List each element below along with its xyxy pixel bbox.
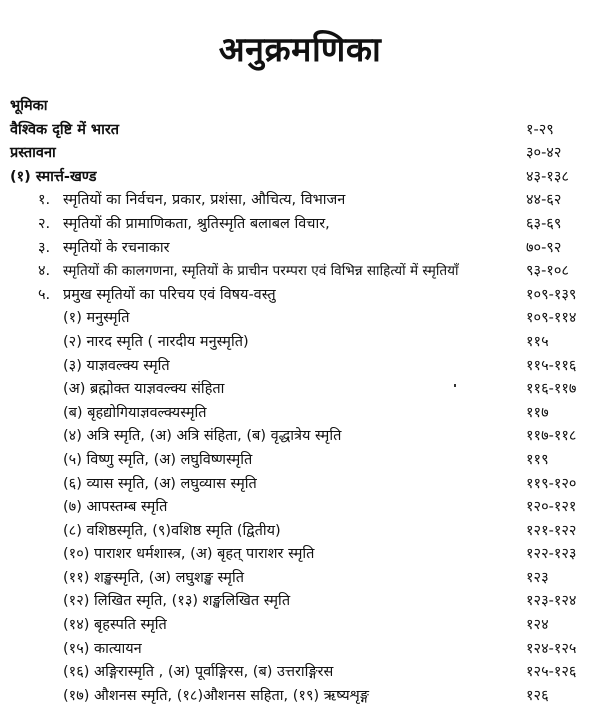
toc-entry-pages: १२५-१२६ (526, 664, 577, 681)
toc-subentry[interactable] (0, 638, 600, 662)
page-title: अनुक्रमणिका (218, 30, 382, 70)
toc-entry-pages: ११७ (526, 404, 549, 421)
toc-entry-pages: ४३-१३८ (526, 168, 569, 185)
toc-entry-pages: १२४ (526, 617, 549, 634)
toc-entry-label: स्मृतियों की कालगणना, स्मृतियों के प्राचीन परम्परा एवं विभिन्न साहित्यों में स्मृतियाँ (63, 263, 459, 280)
toc-entry[interactable] (0, 119, 600, 143)
toc-entry-pages: १०९-१३९ (526, 286, 577, 303)
toc-entry-pages: ६३-६९ (526, 215, 562, 232)
toc-entry-label: (१६) अङ्गिरास्मृति , (अ) पूर्वाङ्गिरस, (ब) उत्तराङ्गिरस (63, 664, 334, 681)
toc-entry-label: (१२) लिखित स्मृति, (१३) शङ्खलिखित स्मृति (63, 593, 291, 610)
toc-entry-pages: १२०-१२१ (526, 499, 577, 516)
toc-subentry[interactable] (0, 473, 600, 497)
toc-entry-label: (५) विष्णु स्मृति, (अ) लघुविष्णस्मृति (63, 451, 253, 468)
toc-entry[interactable] (0, 260, 600, 284)
toc-subentry[interactable] (0, 496, 600, 520)
toc-entry-pages: ९३-१०८ (526, 263, 569, 280)
toc-subentry[interactable] (0, 614, 600, 638)
toc-subentry[interactable] (0, 520, 600, 544)
toc-subentry[interactable] (0, 425, 600, 449)
toc-entry-label: प्रमुख स्मृतियों का परिचय एवं विषय-वस्तु (63, 286, 276, 303)
toc-entry-pages: १-२९ (526, 121, 554, 138)
toc-entry-pages: १२६ (526, 687, 549, 704)
toc-entry-pages: ११६-११७ (526, 381, 577, 398)
toc-entry[interactable] (0, 284, 600, 308)
toc-entry-label: प्रस्तावना (10, 145, 56, 162)
toc-subentry[interactable] (0, 449, 600, 473)
toc-subentry[interactable] (0, 331, 600, 355)
toc-entry-label: (११) शङ्खस्मृति, (अ) लघुशङ्ख स्मृति (63, 569, 244, 586)
toc-entry-pages: ११९-१२० (526, 475, 577, 492)
toc-entry[interactable] (0, 95, 600, 119)
toc-subentry[interactable] (0, 685, 600, 709)
toc-entry-label: (ब) बृहद्योगियाज्ञवल्क्यस्मृति (63, 404, 207, 421)
toc-entry-label: (८) वशिष्ठस्मृति, (९)वशिष्ठ स्मृति (द्वितीय) (63, 522, 281, 539)
toc-entry-pages: ११७-११८ (526, 428, 577, 445)
toc-section-heading[interactable] (0, 166, 600, 190)
toc-entry-pages: १२४-१२५ (526, 640, 577, 657)
toc-entry-number: २. (38, 215, 51, 232)
toc-entry-number: ५. (38, 286, 51, 303)
toc-entry-label: (अ) ब्रह्मोक्त याज्ञवल्क्य संहिता (63, 381, 225, 398)
toc-subentry[interactable] (0, 590, 600, 614)
toc-entry-label: (२) नारद स्मृति ( नारदीय मनुस्मृति) (63, 333, 249, 350)
toc-subentry[interactable] (0, 543, 600, 567)
toc-entry-number: १. (38, 192, 51, 209)
toc-entry-label: (१०) पाराशर धर्मशास्त्र, (अ) बृहत् पाराशर स्मृति (63, 546, 315, 563)
toc-entry-label: (४) अत्रि स्मृति, (अ) अत्रि संहिता, (ब) वृद्धात्रेय स्मृति (63, 428, 342, 445)
toc-entry-pages: १०९-११४ (526, 310, 577, 327)
toc-entry-label: (१५) कात्यायन (63, 640, 142, 657)
toc-entry-label: (६) व्यास स्मृति, (अ) लघुव्यास स्मृति (63, 475, 257, 492)
toc-entry-label: (७) आपस्तम्ब स्मृति (63, 499, 168, 516)
toc-entry-pages: ११९ (526, 451, 549, 468)
toc-entry-label: वैश्विक दृष्टि में भारत (10, 121, 120, 138)
print-speck (454, 384, 456, 387)
toc-entry-label: (१७) औशनस स्मृति, (१८)औशनस सहिता, (१९) ऋष्यशृङ्ग (63, 687, 369, 704)
toc-entry-pages: १२२-१२३ (526, 546, 577, 563)
toc-entry-number: ४. (38, 263, 51, 280)
toc-entry-pages: ४४-६२ (526, 192, 562, 209)
toc-subentry[interactable] (0, 307, 600, 331)
toc-entry-label: (१) स्मार्त्त-खण्ड (10, 168, 97, 185)
toc-subentry[interactable] (0, 402, 600, 426)
toc-entry[interactable] (0, 237, 600, 261)
toc-entry-pages: ११५ (526, 333, 549, 350)
toc-entry-pages: १२३ (526, 569, 549, 586)
toc-entry[interactable] (0, 189, 600, 213)
toc-entry-pages: ११५-११६ (526, 357, 577, 374)
toc-entry-label: (३) याज्ञवल्क्य स्मृति (63, 357, 170, 374)
toc-subentry[interactable] (0, 661, 600, 685)
toc-entry-label: (१) मनुस्मृति (63, 310, 130, 327)
toc-subentry[interactable] (0, 567, 600, 591)
toc-subentry[interactable] (0, 355, 600, 379)
toc-entry[interactable] (0, 142, 600, 166)
toc-entry-pages: ७०-९२ (526, 239, 562, 256)
toc-entry-label: स्मृतियों के रचनाकार (63, 239, 170, 256)
toc-entry-pages: ३०-४२ (526, 145, 562, 162)
toc-entry-label: (१४) बृहस्पति स्मृति (63, 617, 167, 634)
toc-subentry[interactable] (0, 378, 600, 402)
toc-entry-pages: १२१-१२२ (526, 522, 577, 539)
toc-entry-label: भूमिका (10, 98, 48, 114)
toc-entry-label: स्मृतियों का निर्वचन, प्रकार, प्रशंसा, औचित्य, विभाजन (63, 192, 346, 209)
toc-entry-number: ३. (38, 239, 51, 256)
toc-entry[interactable] (0, 213, 600, 237)
table-of-contents (0, 95, 600, 708)
toc-entry-pages: १२३-१२४ (526, 593, 577, 610)
toc-entry-label: स्मृतियों की प्रामाणिकता, श्रुतिस्मृति बलाबल विचार, (63, 215, 330, 232)
